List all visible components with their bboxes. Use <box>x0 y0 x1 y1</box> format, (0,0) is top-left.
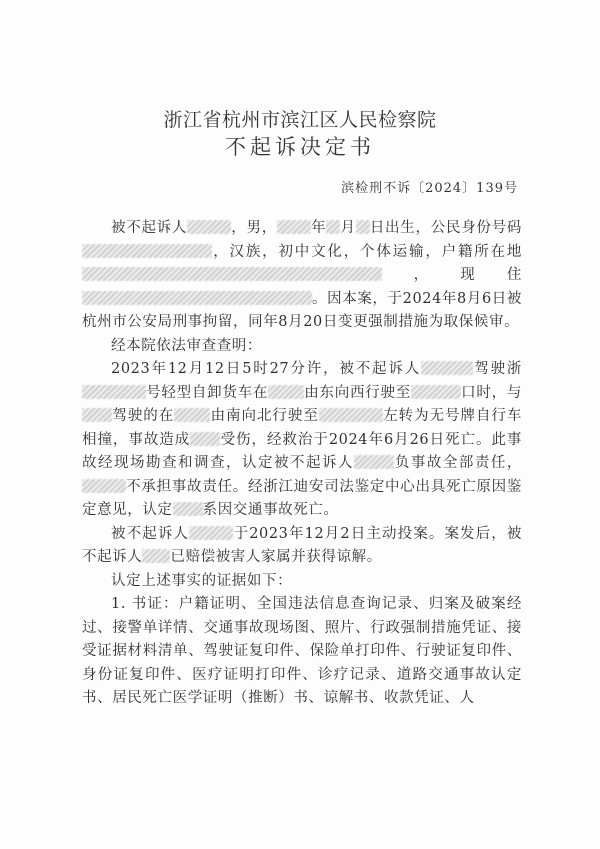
redacted-name <box>354 455 394 469</box>
text-run: 号轻型自卸货车在 <box>146 384 269 401</box>
redacted-victim-name <box>82 408 112 422</box>
text-run: ，汉族，初中文化，个体运输，户籍所在地 <box>212 243 522 260</box>
text-run: 年 <box>310 220 327 236</box>
facts-paragraph <box>82 358 522 523</box>
text-run: 由南向北行驶至 <box>210 408 319 424</box>
text-run: 月 <box>340 220 356 236</box>
text-run: 被不起诉人 <box>111 220 188 236</box>
text-run: 系因交通事故死亡。 <box>202 502 339 518</box>
findings-intro: 经本院依法审查查明： <box>111 337 262 354</box>
redacted-registered-address <box>82 267 382 281</box>
redacted-day <box>356 220 370 234</box>
text-run: 驾驶的在 <box>112 408 175 424</box>
redacted-intersection <box>411 385 461 399</box>
redacted-intersection <box>319 408 383 422</box>
document-body <box>82 217 522 711</box>
redacted-road <box>174 408 210 422</box>
evidence-intro: 认定上述事实的证据如下： <box>111 572 293 589</box>
text-run: 日出生，公民身份号码 <box>369 220 522 236</box>
redacted-name <box>142 549 170 563</box>
text-run: 。因本案，于2024年8月6日被杭州市公安局刑事拘留，同年8月20日变更强制措施为取保候审。 <box>82 290 522 330</box>
redacted-victim-name <box>82 479 126 493</box>
document-title: 不起诉决定书 <box>225 135 375 159</box>
redacted-year <box>277 220 311 234</box>
redacted-victim-name <box>190 432 220 446</box>
redacted-current-address <box>82 291 312 305</box>
defendant-info-paragraph <box>82 217 522 335</box>
text-run: 2023年12月12日5时27分许，被不起诉人 <box>111 361 422 377</box>
redacted-plate-number <box>82 385 146 399</box>
text-run: 口时，与 <box>461 384 522 401</box>
redacted-name <box>187 220 231 234</box>
text-run: ，现住 <box>382 267 522 283</box>
redacted-id-number <box>82 244 212 258</box>
text-run: ，男， <box>231 220 277 236</box>
text-run: 左转为无号牌自行车相撞，事故造成 <box>82 408 522 448</box>
redacted-month <box>326 220 340 234</box>
text-run: 不承担事故责任。经浙江迪安司法鉴定中心出具死亡原因鉴定意见，认定 <box>82 478 522 518</box>
text-run: 被不起诉人 <box>111 525 190 542</box>
redacted-name <box>421 361 473 375</box>
text-run: 已赔偿被害人家属并获得谅解。 <box>170 549 382 565</box>
issuing-organization: 浙江省杭州市滨江区人民检察院 <box>163 109 437 131</box>
text-run: 于2023年12月2日主动投案。案发后，被不起诉人 <box>82 525 522 565</box>
redacted-victim-name <box>173 502 203 516</box>
document-number: 滨检刑不诉〔2024〕139号 <box>341 181 518 196</box>
text-run: 负事故全部责任， <box>394 455 522 471</box>
text-run: 受伤，经救治于2024年6月26日死亡。此事故经现场勘查和调查，认定被不起诉人 <box>82 431 523 471</box>
text-run: 由东向西行驶至 <box>304 384 411 401</box>
redacted-road <box>268 385 304 399</box>
evidence-list-item: 1. 书证：户籍证明、全国违法信息查询记录、归案及破案经过、接警单详情、交通事故现场图、照片、行政强制措施凭证、接受证据材料清单、驾驶证复印件、保险单打印件、行驶证复印件、身份证复印件、医疗证明打印件、诊疗记录、道路交通事故认定书、居民死亡医学证明（推断）书、谅解书、收款凭证、人 <box>82 596 522 706</box>
redacted-name <box>189 526 233 540</box>
surrender-paragraph <box>82 523 522 570</box>
text-run: 驾驶浙 <box>473 361 522 377</box>
